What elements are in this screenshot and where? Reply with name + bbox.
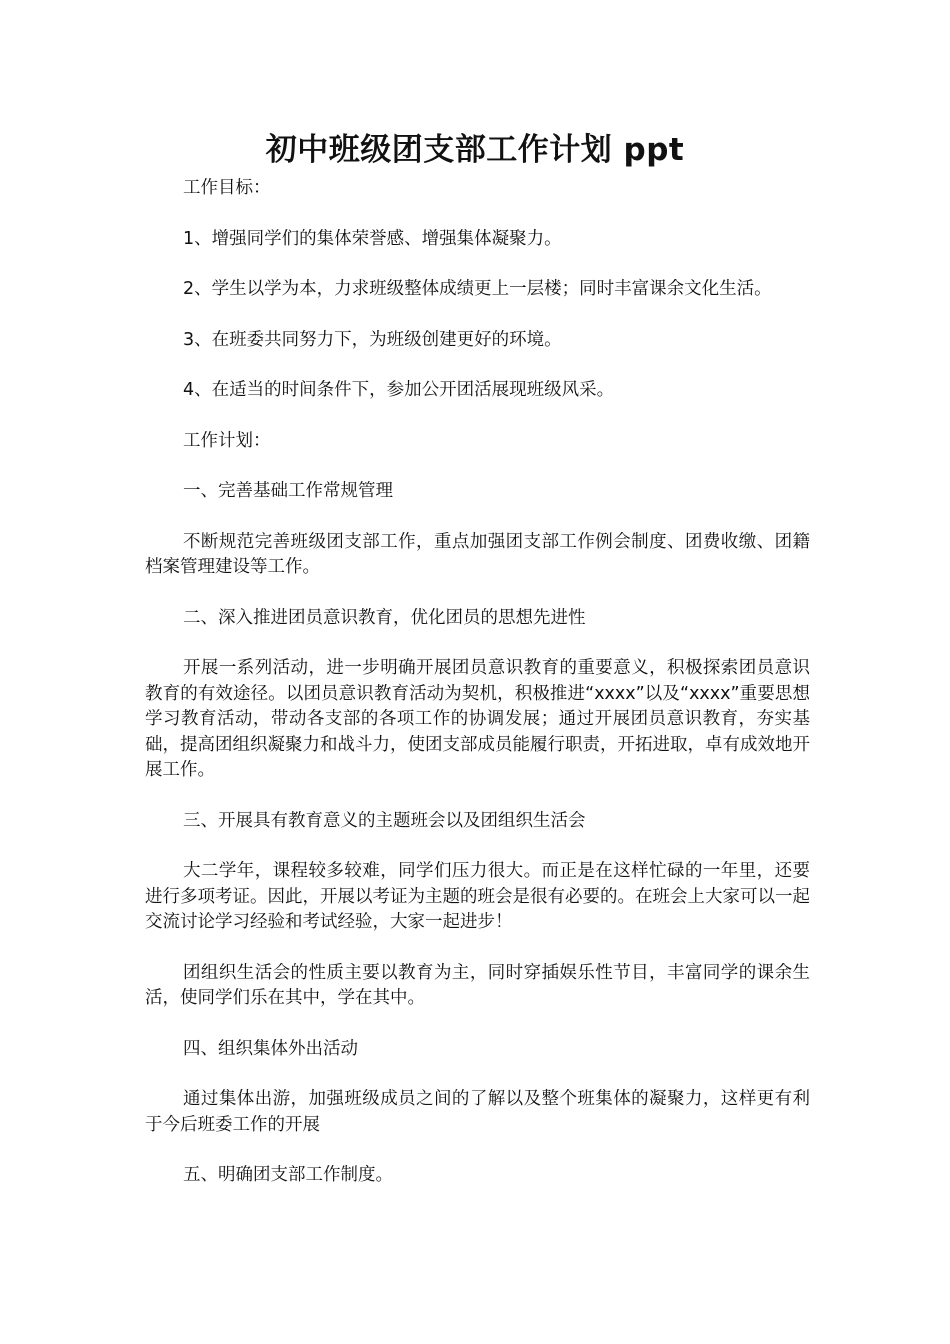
paragraph-plan-heading: 工作计划： <box>183 430 271 451</box>
section-body-2: 开展一系列活动，进一步明确开展团员意识教育的重要意义，积极探索团员意识教育的有效途径。以团员意识教育活动为契机，积极推进“xxxx”以及“xxxx”重要思想学习教育活动，带动各支部的各项工作的协调发展；通过开展团员意识教育，夯实基础，提高团组织凝聚力和战斗力，使团支部成员能履行职责，开拓进取，卓有成效地开展工作。 <box>145 658 810 780</box>
paragraph-goal-4: 4、在适当的时间条件下，参加公开团活展现班级风采。 <box>183 380 615 400</box>
section-heading-1: 一、完善基础工作常规管理 <box>183 481 393 501</box>
section-body-3b: 团组织生活会的性质主要以教育为主，同时穿插娱乐性节目，丰富同学的课余生活，使同学们乐在其中，学在其中。 <box>145 962 810 1008</box>
paragraph-goal-3: 3、在班委共同努力下，为班级创建更好的环境。 <box>183 329 562 350</box>
paragraph-goal-2: 2、学生以学为本，力求班级整体成绩更上一层楼；同时丰富课余文化生活。 <box>183 279 772 299</box>
section-heading-3: 三、开展具有教育意义的主题班会以及团组织生活会 <box>183 810 586 831</box>
section-heading-4: 四、组织集体外出活动 <box>183 1038 358 1059</box>
section-body-3a: 大二学年，课程较多较难，同学们压力很大。而正是在这样忙碌的一年里，还要进行多项考证。因此，开展以考证为主题的班会是很有必要的。在班会上大家可以一起交流讨论学习经验和考试经验，大家一起进步！ <box>145 861 810 932</box>
section-body-4: 通过集体出游，加强班级成员之间的了解以及整个班集体的凝聚力，这样更有利于今后班委工作的开展 <box>145 1089 810 1135</box>
section-heading-5: 五、明确团支部工作制度。 <box>183 1165 393 1185</box>
section-body-1: 不断规范完善班级团支部工作，重点加强团支部工作例会制度、团费收缴、团籍档案管理建设等工作。 <box>145 531 810 577</box>
section-heading-2: 二、深入推进团员意识教育，优化团员的思想先进性 <box>183 607 586 628</box>
document-title: 初中班级团支部工作计划 ppt <box>265 132 685 168</box>
paragraph-goal-1: 1、增强同学们的集体荣誉感、增强集体凝聚力。 <box>183 228 562 249</box>
document-body <box>145 176 810 1214</box>
paragraph-goal-heading: 工作目标： <box>183 178 271 198</box>
